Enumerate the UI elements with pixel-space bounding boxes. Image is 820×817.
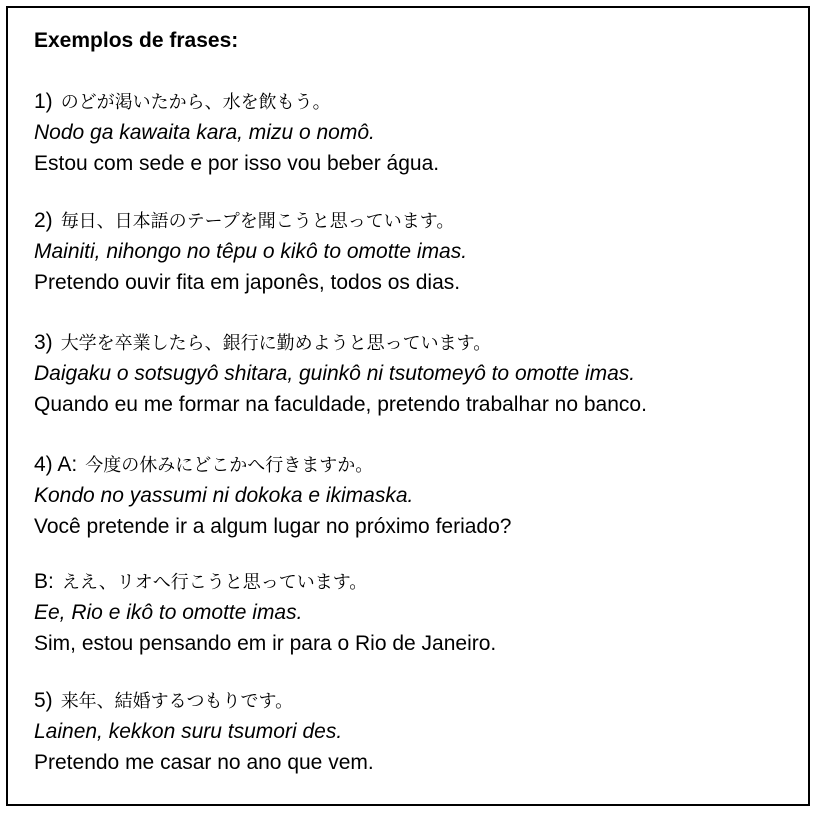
- romaji-sentence: Kondo no yassumi ni dokoka e ikimaska.: [34, 484, 414, 507]
- japanese-text: 毎日、日本語のテープを聞こうと思っています。: [60, 211, 455, 232]
- japanese-sentence: [34, 86, 794, 117]
- japanese-sentence: [34, 205, 794, 236]
- japanese-sentence: [34, 327, 794, 358]
- japanese-sentence: [34, 685, 794, 716]
- romaji-sentence: Daigaku o sotsugyô shitara, guinkô ni tsutomeyô to omotte imas.: [34, 362, 636, 385]
- example-3: [34, 327, 794, 420]
- romaji-sentence: Ee, Rio e ikô to omotte imas.: [34, 601, 303, 624]
- translation-sentence: Sim, estou pensando em ir para o Rio de Janeiro.: [34, 632, 497, 655]
- japanese-sentence: [34, 566, 794, 597]
- example-5: [34, 685, 794, 778]
- japanese-text: のどが渇いたから、水を飲もう。: [60, 92, 331, 113]
- romaji-sentence: Mainiti, nihongo no têpu o kikô to omotte imas.: [34, 240, 468, 263]
- example-number: 1): [34, 90, 53, 113]
- example-number: 2): [34, 209, 53, 232]
- example-number: 3): [34, 331, 53, 354]
- example-number: B:: [34, 570, 54, 593]
- example-2: [34, 205, 794, 298]
- translation-sentence: Pretendo ouvir fita em japonês, todos os dias.: [34, 271, 461, 294]
- japanese-sentence: [34, 449, 794, 480]
- japanese-text: 今度の休みにどこかへ行きますか。: [85, 455, 374, 476]
- japanese-text: 大学を卒業したら、銀行に勤めようと思っています。: [60, 333, 492, 354]
- romaji-sentence: Nodo ga kawaita kara, mizu o nomô.: [34, 121, 375, 144]
- translation-sentence: Quando eu me formar na faculdade, pretendo trabalhar no banco.: [34, 393, 647, 416]
- japanese-text: 来年、結婚するつもりです。: [60, 691, 294, 712]
- translation-sentence: Você pretende ir a algum lugar no próximo feriado?: [34, 515, 512, 538]
- japanese-text: ええ、リオへ行こうと思っています。: [61, 572, 368, 593]
- example-4a: [34, 449, 794, 542]
- example-1: [34, 86, 794, 179]
- page-title: Exemplos de frases:: [34, 29, 239, 52]
- example-number: 4) A:: [34, 453, 78, 476]
- translation-sentence: Pretendo me casar no ano que vem.: [34, 751, 374, 774]
- translation-sentence: Estou com sede e por isso vou beber água.: [34, 152, 440, 175]
- example-4b: [34, 566, 794, 659]
- romaji-sentence: Lainen, kekkon suru tsumori des.: [34, 720, 343, 743]
- example-number: 5): [34, 689, 53, 712]
